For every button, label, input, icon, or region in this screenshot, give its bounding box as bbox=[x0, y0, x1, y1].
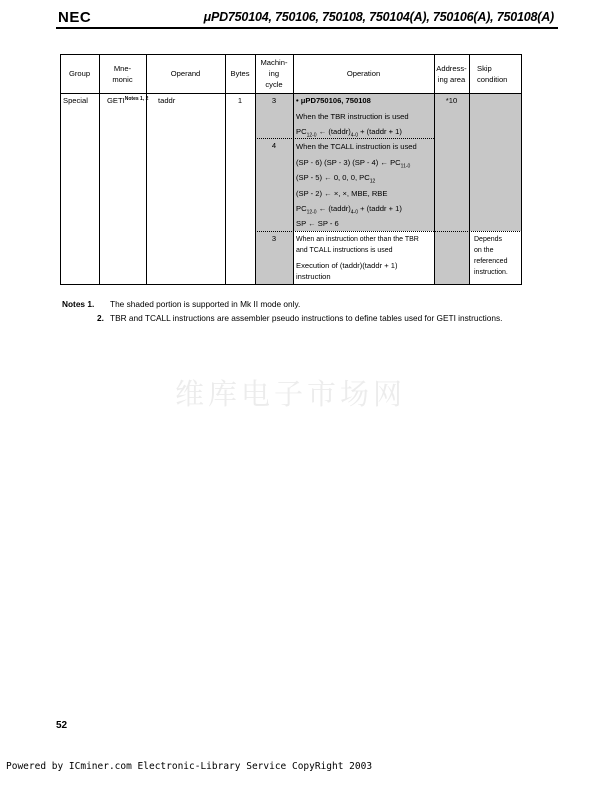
col-header-operation: Operation bbox=[346, 69, 381, 78]
op3-line4: instruction bbox=[296, 272, 331, 281]
group-cell: Special bbox=[63, 96, 88, 105]
note-1-text: The shaded portion is supported in Mk II mode only. bbox=[110, 299, 301, 309]
col-header-mnemonic-l1: Mne- bbox=[113, 64, 132, 73]
op2-line1: When the TCALL instruction is used bbox=[296, 142, 417, 151]
shaded-cycle-region bbox=[255, 94, 293, 285]
footer-copyright: Powered by ICminer.com Electronic-Library Service CopyRight 2003 bbox=[6, 761, 373, 772]
skip-line1: Depends bbox=[474, 236, 503, 243]
op1-title: • μPD750106, 750108 bbox=[296, 96, 371, 105]
page-number: 52 bbox=[56, 720, 68, 731]
col-header-operand: Operand bbox=[170, 69, 201, 78]
cycle-cell-3: 3 bbox=[271, 234, 277, 243]
op2-line6: SP ← SP - 6 bbox=[296, 219, 339, 228]
col-header-machining-cycle: Machin- ing cycle bbox=[260, 58, 288, 89]
note-2-label: 2. bbox=[97, 313, 104, 323]
op2-line2: (SP - 6) (SP - 3) (SP - 4) ← $PC_{11-0}$ bbox=[296, 158, 411, 170]
op3-line3: Execution of (taddr)(taddr + 1) bbox=[296, 261, 398, 270]
note-2-text: TBR and TCALL instructions are assembler pseudo instructions to define tables used for GETI instructions. bbox=[110, 313, 503, 323]
col-header-addressing-area: Address- ing area bbox=[436, 64, 467, 84]
document-title: μPD750104, 750106, 750108, 750104(A), 750106(A), 750108(A) bbox=[203, 10, 554, 24]
addressing-cell: *10 bbox=[445, 96, 458, 105]
op2-line3: (SP - 5) ← 0, 0, 0, $PC_{12}$ bbox=[296, 173, 376, 185]
op1-line2: $PC_{12-0}$ ← $(taddr)_{4-0}$ + (taddr + 1) bbox=[296, 127, 402, 139]
skip-line2: on the bbox=[474, 247, 494, 254]
cycle-cell-1: 3 bbox=[271, 96, 277, 105]
header-rule bbox=[56, 27, 558, 29]
shaded-skip-region bbox=[469, 94, 522, 231]
note-1-label: Notes 1. bbox=[62, 299, 95, 309]
op3-line1: When an instruction other than the TBR bbox=[296, 236, 419, 243]
op2-line4: (SP - 2) ← ×, ×, MBE, RBE bbox=[296, 189, 388, 198]
watermark: 维库电子市场网 bbox=[175, 377, 407, 411]
shaded-addressing-region bbox=[434, 94, 469, 285]
col-header-group: Group bbox=[68, 69, 91, 78]
op1-line1: When the TBR instruction is used bbox=[296, 112, 409, 121]
skip-line4: instruction. bbox=[474, 269, 508, 276]
col-header-mnemonic bbox=[99, 63, 146, 85]
cycle-cell-2: 4 bbox=[271, 141, 277, 150]
skip-line3: referenced bbox=[474, 258, 508, 265]
col-header-mnemonic-l2: monic bbox=[112, 75, 133, 84]
operand-cell: taddr bbox=[158, 96, 176, 105]
instruction-table bbox=[60, 54, 522, 285]
nec-logo: NEC bbox=[58, 9, 92, 26]
col-header-skip-condition: Skip condition bbox=[477, 64, 508, 84]
col-header-bytes: Bytes bbox=[230, 69, 250, 78]
op2-line5: $PC_{12-0}$ ← $(taddr)_{4-0}$ + (taddr + 1) bbox=[296, 204, 402, 216]
op3-line2: and TCALL instructions is used bbox=[296, 247, 393, 254]
bytes-cell: 1 bbox=[237, 96, 243, 105]
mnemonic-cell: $GETI^{Notes 1, 2}$ bbox=[107, 96, 149, 105]
